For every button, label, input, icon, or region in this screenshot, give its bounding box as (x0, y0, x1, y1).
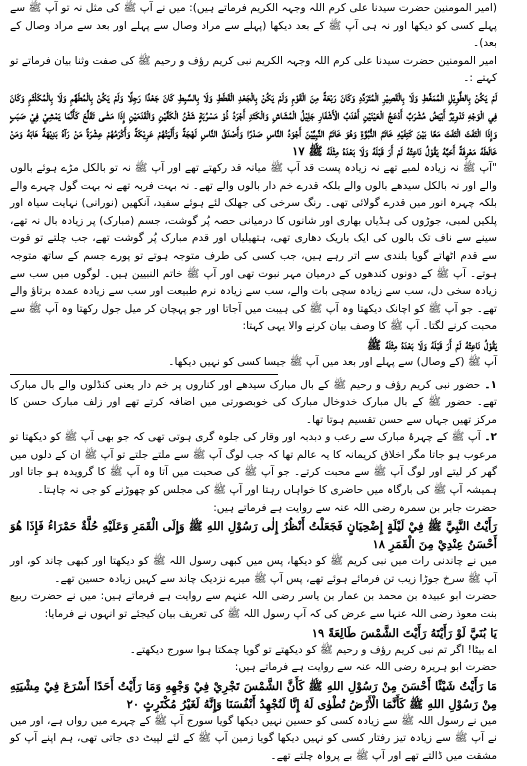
paragraph-3: "آپ ﷺ نہ زیادہ لمبے تھے نہ زیادہ پست قد آپ ﷺ میانہ قد رکھتے تھے اور آپ ﷺ نہ تو بالکل مڑے ہوئے بالوں والے اور نہ بالکل سیدھے بالوں والے بلکہ قدرے خم دار بالوں والے تھے۔ نہ بہت فربہ تھے نہ بہت گول چہرے والے بلکہ چہرہ انور میں قدرے گولائی تھی۔ رنگ سرخی کی جھلک لئے ہوئے سفید، آنکھیں (نورانی) نہایت سیاہ اور پلکیں لمبی، جوڑوں کی ہڈیاں بھاری اور شانوں کا درمیانی حصہ پُر گوشت، جسم (مبارک) پر زیادہ بال نہ تھے، سینے سے ناف تک بالوں کی ایک باریک دھاری تھی، ہتھیلیاں اور قدم مبارک پُر گوشت تھے، جب چلتے تو قوت سے قدم اٹھاتے گویا بلندی سے اتر رہے ہیں، جب کسی کی طرف متوجہ ہوتے تو پورے جسم کے ساتھ متوجہ ہوتے۔ آپ ﷺ کے دونوں کندھوں کے درمیان مہر نبوت تھی اور آپ ﷺ خاتم النبیین ہیں۔ لوگوں میں سب سے زیادہ سخی دل، سب سے زیادہ سچی بات والے، سب سے زیادہ نرم طبیعت اور سب سے زیادہ عمدہ برتاؤ والے تھے۔ جو آپ ﷺ کو اچانک دیکھتا وہ آپ ﷺ کی ہیبت میں آجاتا اور جو پہچان کر میل جول رکھتا وہ آپ ﷺ سے محبت کرنے لگتا۔ آپ ﷺ کا وصف بیان کرنے والا یہی کہتا: (10, 161, 497, 333)
arabic-quote-4: يَا بُنَيَّ لَوْ رَأَيْتَهُ رَأَيْتَ الشَّمْسَ طَالِعَةً ۱۹ (311, 625, 497, 640)
paragraph-8: اے بیٹا! اگر تم نبی کریم رؤف و رحیم ﷺ کو دیکھتے تو گویا چمکتا ہوا سورج دیکھتے۔ (129, 643, 497, 656)
divider (10, 374, 278, 375)
paragraph-5: حضرت جابر بن سمرہ رضی اللہ عنہ سے روایت ہے فرماتے ہیں: (213, 501, 497, 514)
arabic-quote-1: لَمْ يَكُنْ بِالطَّوِيْلِ الْمُمَغَّطِ وَلَا بِالْقَصِيْرِ الْمُتَرَدِّدِ وَكَانَ رَبْعَةً مِنَ الْقَوْمِ وَلَمْ يَكُنْ بِالْجَعْدِ الْقَطَطِ وَلَا بِالسَّبِطِ كَانَ جَعْدًا رَجِلًا وَلَمْ يَكُنْ بِالْمُطَهَّمِ وَلَا بِالْمُكَلْثَمِ وَكَانَ فِي الْوَجْهِ تَدْوِيْرٌ أَبْيَضُ مُشْرَبٌ أَدْعَجُ الْعَيْنَيْنِ أَهْدَبُ الْأَشْفَارِ جَلِيْلُ الْمُشَاشِ وَالْكَتَدِ أَجْرَدُ ذُوْ مَسْرُبَةٍ شَثْنُ الْكَفَّيْنِ وَالْقَدَمَيْنِ إِذَا مَشٰى تَقَلَّعَ كَأَنَّمَا يَمْشِيْ فِيْ صَبَبٍ وَإِذَا الْتَفَتَ الْتَفَتَ مَعًا بَيْنَ كَتِفَيْهِ خَاتَمُ النُّبُوَّةِ وَهُوَ خَاتَمُ النَّبِيِّيْنَ أَجْوَدُ النَّاسِ صَدْرًا وَأَصْدَقُ النَّاسِ لَهْجَةً وَأَلْيَنُهُمْ عَرِيْكَةً وَأَكْرَمُهُمْ عِشْرَةً مَنْ رَآهُ بَدِيْهَةً هَابَهُ وَمَنْ خَالَطَهُ مَعْرِفَةً أَحَبَّهُ يَقُوْلُ نَاعِتُهُ لَمْ أَرَ قَبْلَهُ وَلَا بَعْدَهُ مِثْلَهُ ﷺ ۱۷ (10, 89, 497, 158)
arabic-quote-3: رَأَيْتُ النَّبِيَّ ﷺ فِيْ لَيْلَةٍ إِضْحِيَانٍ فَجَعَلْتُ أَنْظُرُ إِلٰى رَسُوْلِ اللهِ ﷺ وَإِلَى الْقَمَرِ وَعَلَيْهِ حُلَّةٌ حَمْرَاءُ فَإِذَا هُوَ أَحْسَنُ عِنْدِيْ مِنَ الْقَمَرِ ۱۸ (10, 519, 497, 552)
paragraph-9: حضرت ابو ہریرہ رضی اللہ عنہ سے روایت ہے فرماتے ہیں: (234, 661, 497, 674)
note-1 (10, 377, 497, 430)
paragraph-6: میں نے چاندنی رات میں نبی کریم ﷺ کو دیکھا، پس میں کبھی رسول اللہ ﷺ کو دیکھتا اور کبھی چاند کو، اور آپ ﷺ سرخ جوڑا زیب تن فرمائے ہوئے تھے، پس آپ ﷺ میرے نزدیک چاند سے کہیں زیادہ حسین تھے۔ (10, 555, 497, 585)
paragraph-2: امیر المومنین حضرت سیدنا علی کرم اللہ وجہہ الکریم نبی کریم رؤف و رحیم ﷺ کی صفت وثنا بیان فرماتے تو کہتے :۔ (10, 54, 497, 85)
arabic-quote-5: مَا رَأَيْتُ شَيْئًا أَحْسَنَ مِنْ رَسُوْلِ اللهِ ﷺ كَأَنَّ الشَّمْسَ تَجْرِيْ فِيْ وَجْهِهِ وَمَا رَأَيْتُ أَحَدًا أَسْرَعَ فِيْ مِشْيَتِهِ مِنْ رَسُوْلِ اللهِ ﷺ كَأَنَّمَا الْأَرْضُ تُطْوٰى لَهُ إِنَّا لَنُجْهِدُ أَنْفُسَنَا وَإِنَّهُ لَغَيْرُ مُكْتَرِثٍ ۲۰ (10, 678, 497, 711)
paragraph-10: میں نے رسول اللہ ﷺ سے زیادہ کسی کو حسین نہیں دیکھا گویا سورج آپ ﷺ کے چہرے میں رواں ہے، اور میں نے آپ ﷺ سے زیادہ تیز رفتار کسی کو نہیں دیکھا گویا زمین آپ ﷺ کے لئے لپیٹ دی جاتی تھی، ہم اپنے آپ کو مشقت میں ڈالتے تھے اور آپ ﷺ بے پرواہ چلتے تھے۔ (10, 714, 497, 762)
paragraph-4: آپ ﷺ (کے وصال) سے پہلے اور بعد میں آپ ﷺ جیسا کسی کو نہیں دیکھا۔ (168, 355, 497, 368)
note-2-label: ۲۔ (484, 431, 497, 444)
note-2-text: آپ ﷺ کے چہرۂ مبارک سے رعب و دبدبہ اور وقار کی جلوہ گری ہوتی تھی کہ جو بھی آپ ﷺ کو دیکھتا تو مرعوب ہو جاتا مگر اخلاق کریمانہ کا یہ عالم تھا کہ جب لوگ آپ ﷺ سے ملتے جلتے تو آپ ﷺ ان کے دلوں میں گھر کر لیتے اور لوگ آپ ﷺ سے محبت کرتے۔ جو آپ ﷺ کی صحبت میں آتا وہ آپ ﷺ کا گرویدہ ہو جاتا اور ہمیشہ آپ ﷺ کی بارگاہ میں حاضری کا خواہاں رہتا اور آپ ﷺ کی مجلس کو چھوڑنے کو جی نہ چاہتا۔ (10, 431, 497, 497)
paragraph-1: (امیر المومنین حضرت سیدنا علی کرم اللہ وجہہ الکریم فرماتے ہیں): میں نے آپ ﷺ کی مثل نہ تو آپ ﷺ سے پہلے کسی کو دیکھا اور نہ ہی آپ ﷺ کے بعد دیکھا (پہلے سے مراد وصال سے پہلے اور بعد سے مراد وصال کے بعد)۔ (10, 2, 497, 50)
arabic-quote-2: يَقُوْلُ نَاعِتُهُ لَمْ أَرَ قَبْلَهُ وَلَا بَعْدَهُ مِثْلَهُ ﷺ (367, 337, 497, 352)
paragraph-7: حضرت ابو عبیدہ بن محمد بن عمار بن یاسر رضی اللہ عنہم سے روایت ہے فرماتے ہیں: میں نے حضرت ربیع بنت معوذ رضی اللہ عنہا سے عرض کی کہ آپ رسول اللہ ﷺ کی تعریف بیان کیجئے تو انہوں نے فرمایا: (10, 590, 497, 621)
note-1-text: حضور نبی کریم رؤف و رحیم ﷺ کے بال مبارک سیدھے اور کناروں پر خم دار یعنی کنڈلوں والے بال مبارک تھے۔ حضور ﷺ کے بال مبارک خدوخال مبارک کی خوبصورتی میں اضافہ کرتے تھے اور زلف مبارک حسن کا مرکز تھیں جہاں سے حسن تقسیم ہوتا تھا۔ (10, 378, 497, 426)
note-1-label: ۱۔ (484, 378, 497, 391)
note-2 (10, 429, 497, 499)
